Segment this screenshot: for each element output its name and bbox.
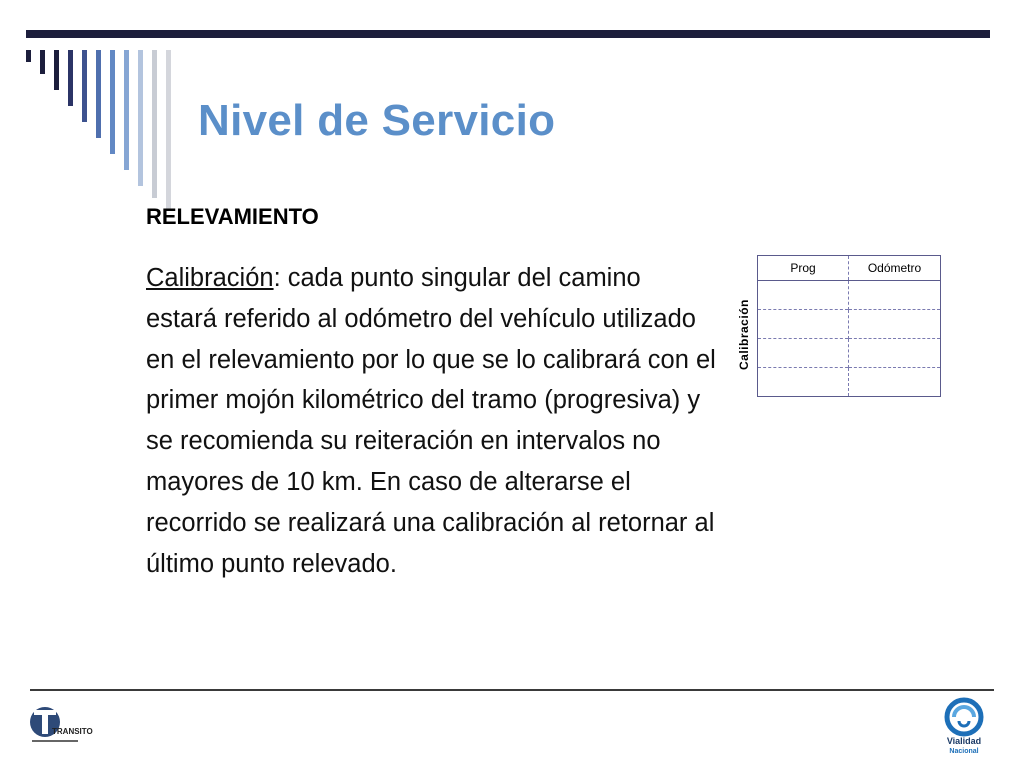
transito-logo — [28, 700, 93, 746]
stripe — [124, 50, 129, 170]
stripe — [152, 50, 157, 198]
header-odometro: Odómetro — [849, 256, 941, 281]
stripe — [54, 50, 59, 90]
table-cell — [758, 339, 849, 368]
stripe — [110, 50, 115, 154]
header-prog: Prog — [758, 256, 849, 281]
section-heading: RELEVAMIENTO — [146, 204, 319, 229]
transito-logo-text: TRANSITO — [52, 727, 93, 736]
table-row — [758, 368, 941, 397]
table-row — [758, 310, 941, 339]
vialidad-nacional-logo — [940, 697, 988, 755]
table-cell — [758, 310, 849, 339]
paragraph-text: : cada punto singular del camino estará referido al odómetro del vehículo utilizado en el relevamiento por lo que se lo calibrará con el primer mojón kilométrico del tramo (progresiva) y se recomienda su reiteración en intervalos no mayores de 10 km. En caso de alterarse el recorrido se realizará una calibración al retornar al último punto relevado. — [146, 264, 716, 578]
stripe — [40, 50, 45, 74]
body-paragraph — [146, 258, 716, 584]
stripe — [82, 50, 87, 122]
top-decorative-bar — [26, 30, 990, 38]
table-cell — [758, 281, 849, 310]
table-cell — [758, 368, 849, 397]
footer-divider — [30, 689, 994, 691]
stripe — [138, 50, 143, 186]
table-row — [758, 281, 941, 310]
term-calibracion: Calibración — [146, 264, 274, 292]
table-cell — [849, 281, 941, 310]
table-cell — [849, 310, 941, 339]
stripe — [166, 50, 171, 210]
slide-title: Nivel de Servicio — [198, 96, 556, 145]
vialidad-logo-line1: Vialidad — [946, 736, 982, 746]
vialidad-logo-line2: Nacional — [949, 748, 979, 755]
table-side-label: Calibración — [737, 299, 751, 370]
stripe — [68, 50, 73, 106]
stripe — [26, 50, 31, 62]
table-cell — [849, 368, 941, 397]
stripe — [96, 50, 101, 138]
decorative-stripes — [26, 50, 176, 210]
calibration-table — [757, 255, 941, 397]
table-row — [758, 339, 941, 368]
table-cell — [849, 339, 941, 368]
